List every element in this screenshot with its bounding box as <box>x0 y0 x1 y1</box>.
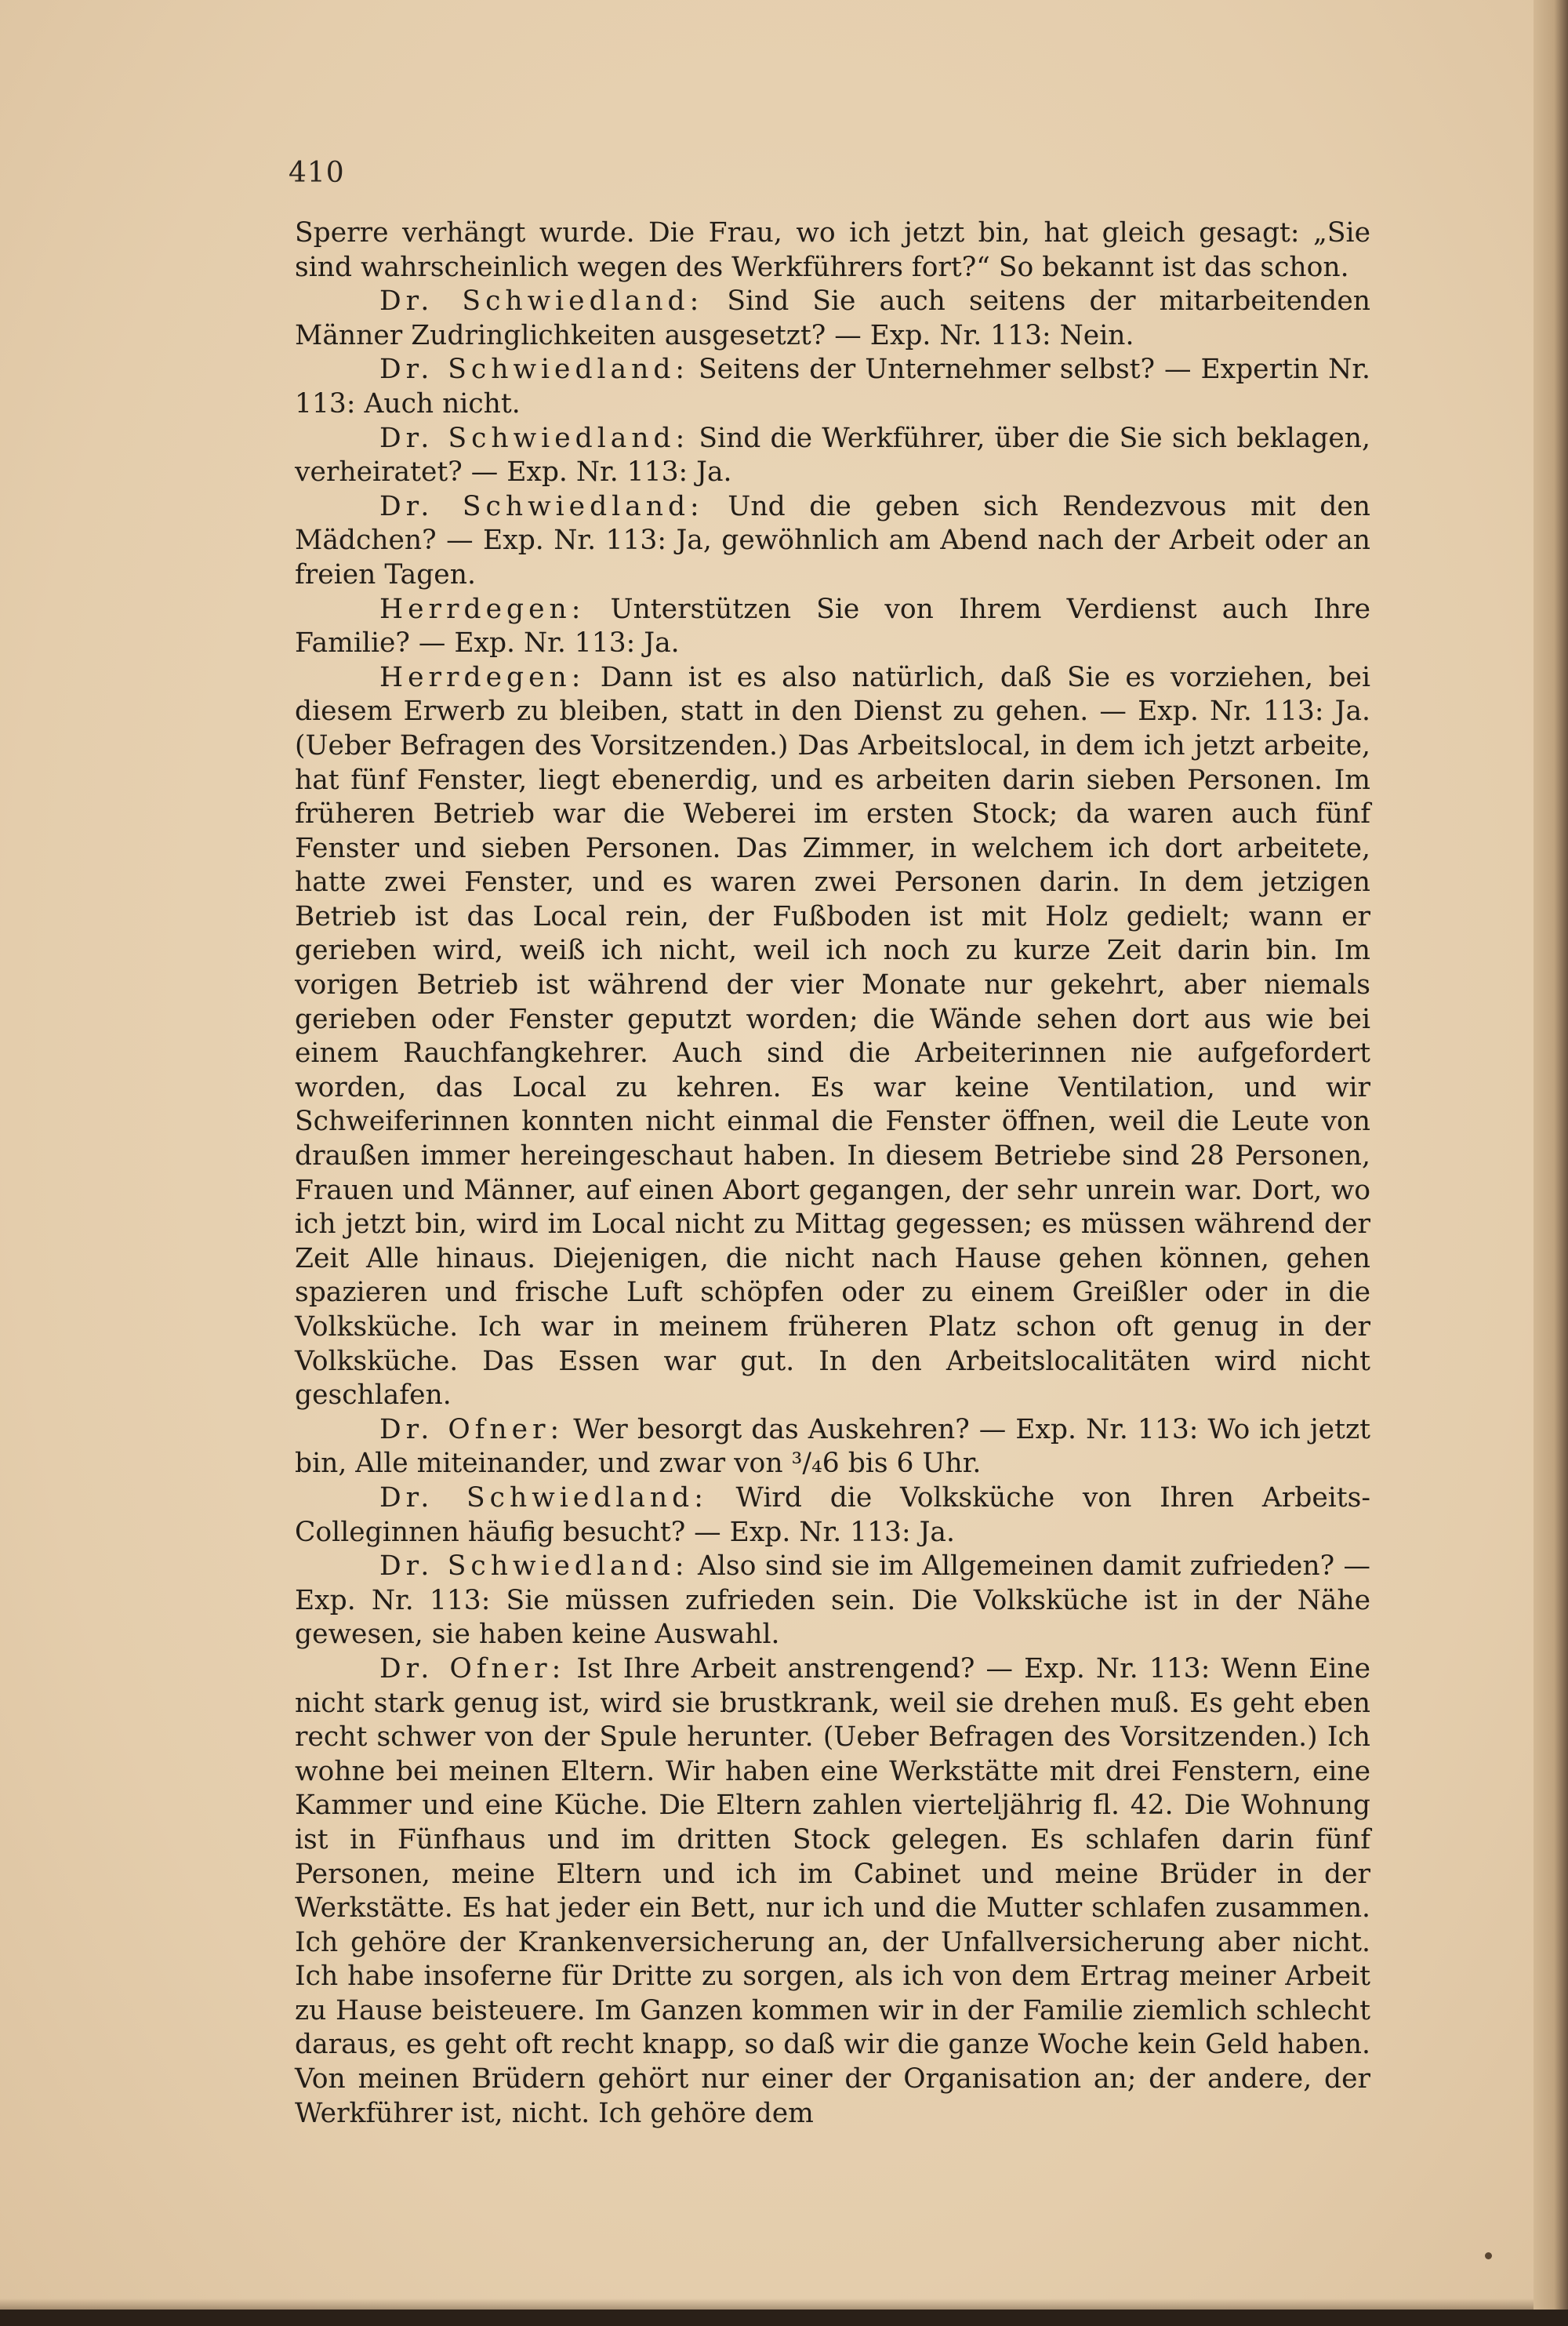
page-bottom-shadow <box>0 2299 1543 2310</box>
speaker-name: Dr. Ofner: <box>379 1652 566 1685</box>
paragraph-text: Also sind sie im Allgemeinen damit zufrieden? — Exp. Nr. 113: Sie müssen zufrieden sein. Die Volksküche ist in der Nähe gewesen, sie haben keine Auswahl. <box>295 1550 1370 1651</box>
speaker-name: Dr. Schwiedland: <box>379 1481 708 1514</box>
speaker-name: Herrdegen: <box>379 661 586 693</box>
paragraph-text: Seitens der Unternehmer selbst? — Expertin Nr. 113: Auch nicht. <box>295 354 1371 420</box>
paragraph-text: Unterstützen Sie von Ihrem Verdienst auch Ihre Familie? — Exp. Nr. 113: Ja. <box>295 593 1371 660</box>
body-text <box>295 216 1370 2131</box>
paragraph-2 <box>295 353 1370 421</box>
paragraph-1 <box>295 285 1370 353</box>
speaker-name: Dr. Schwiedland: <box>379 490 704 522</box>
paragraph-text: Dann ist es also natürlich, daß Sie es vorziehen, bei diesem Erwerb zu bleiben, statt in den Dienst zu gehen. — Exp. Nr. 113: Ja. (Ueber Befragen des Vorsitzenden.) Das Arbeitslocal, in dem ich jetzt arbeite, hat fünf Fenster, liegt ebenerdig, und es arbeiten darin sieben Personen. Im früheren Betrieb war die Weberei im ersten Stock; da waren auch fünf Fenster und sieben Personen. Das Zimmer, in welchem ich dort arbeitete, hatte zwei Fenster, und es waren zwei Personen darin. In dem jetzigen Betrieb ist das Local rein, der Fußboden ist mit Holz gedielt; wann er gerieben wird, weiß ich nicht, weil ich noch zu kurze Zeit darin bin. Im vorigen Betrieb ist während der vier Monate nur gekehrt, aber niemals gerieben oder Fenster geputzt worden; die Wände sehen dort aus wie bei einem Rauchfangkehrer. Auch sind die Arbeiterinnen nie aufgefordert worden, das Local zu kehren. Es war keine Ventilation, und wir Schweiferinnen konnten nicht einmal die Fenster öffnen, weil die Leute von draußen immer hereingeschaut haben. In diesem Betriebe sind 28 Personen, Frauen und Männer, auf einen Abort gegangen, der sehr unrein war. Dort, wo ich jetzt bin, wird im Local nicht zu Mittag gegessen; es müssen während der Zeit Alle hinaus. Diejenigen, die nicht nach Hause gehen können, gehen spazieren und frische Luft schöpfen oder zu einem Greißler oder in die Volksküche. Ich war in meinem früheren Platz schon oft genug in der Volksküche. Das Essen war gut. In den Arbeitslocalitäten wird nicht geschlafen. <box>295 661 1370 1412</box>
page-edge-fold <box>1534 0 1568 2310</box>
speaker-name: Dr. Ofner: <box>379 1413 564 1445</box>
paragraph-text: Sind die Werkführer, über die Sie sich beklagen, verheiratet? — Exp. Nr. 113: Ja. <box>295 422 1370 489</box>
speaker-name: Herrdegen: <box>379 593 586 625</box>
paragraph-text: Ist Ihre Arbeit anstrengend? — Exp. Nr. 113: Wenn Eine nicht stark genug ist, wird sie brustkrank, weil sie drehen muß. Es geht eben recht schwer von der Spule herunter. (Ueber Befragen des Vorsitzenden.) Ich wohne bei meinen Eltern. Wir haben eine Werkstätte mit drei Fenstern, eine Kammer und eine Küche. Die Eltern zahlen vierteljährig fl. 42. Die Wohnung ist in Fünfhaus und im dritten Stock gelegen. Es schlafen darin fünf Personen, meine Eltern und ich im Cabinet und meine Brüder in der Werkstätte. Es hat jeder ein Bett, nur ich und die Mutter schlafen zusammen. Ich gehöre der Krankenversicherung an, der Unfallversicherung aber nicht. Ich habe insoferne für Dritte zu sorgen, als ich von dem Ertrag meiner Arbeit zu Hause beisteuere. Im Ganzen kommen wir in der Familie ziemlich schlecht daraus, es geht oft recht knapp, so daß wir die ganze Woche kein Geld haben. Von meinen Brüdern gehört nur einer der Organisation an; der andere, der Werkführer ist, nicht. Ich gehöre dem <box>295 1652 1370 2129</box>
paragraph-7 <box>295 1413 1370 1481</box>
speaker-name: Dr. Schwiedland: <box>379 285 704 318</box>
page-number: 410 <box>289 157 345 189</box>
paragraph-text: Sind Sie auch seitens der mitarbeitenden Männer Zudringlichkeiten ausgesetzt? — Exp. Nr. 113: Nein. <box>295 285 1370 351</box>
paragraph-text: Und die geben sich Rendezvous mit den Mädchen? — Exp. Nr. 113: Ja, gewöhnlich am Abend nach der Arbeit oder an freien Tagen. <box>295 490 1371 591</box>
speaker-name: Dr. Schwiedland: <box>379 422 690 454</box>
paragraph-8 <box>295 1481 1370 1550</box>
paragraph-10 <box>295 1652 1370 2131</box>
paragraph-0 <box>295 216 1370 285</box>
paragraph-4 <box>295 490 1370 593</box>
paragraph-text: Sperre verhängt wurde. Die Frau, wo ich jetzt bin, hat gleich gesagt: „Sie sind wahrscheinlich wegen des Werkführers fort?“ So bekannt ist das schon. <box>295 217 1370 283</box>
paragraph-9 <box>295 1550 1370 1652</box>
speaker-name: Dr. Schwiedland: <box>379 354 690 386</box>
paragraph-text: Wer besorgt das Auskehren? — Exp. Nr. 113: Wo ich jetzt bin, Alle miteinander, und zwar von ³/₄6 bis 6 Uhr. <box>295 1413 1370 1480</box>
paragraph-text: Wird die Volksküche von Ihren Arbeits-Colleginnen häufig besucht? — Exp. Nr. 113: Ja. <box>295 1481 1370 1548</box>
ink-dot <box>1485 2252 1492 2259</box>
paragraph-5 <box>295 593 1370 661</box>
speaker-name: Dr. Schwiedland: <box>379 1550 689 1583</box>
paragraph-6 <box>295 661 1370 1413</box>
paragraph-3 <box>295 422 1370 490</box>
